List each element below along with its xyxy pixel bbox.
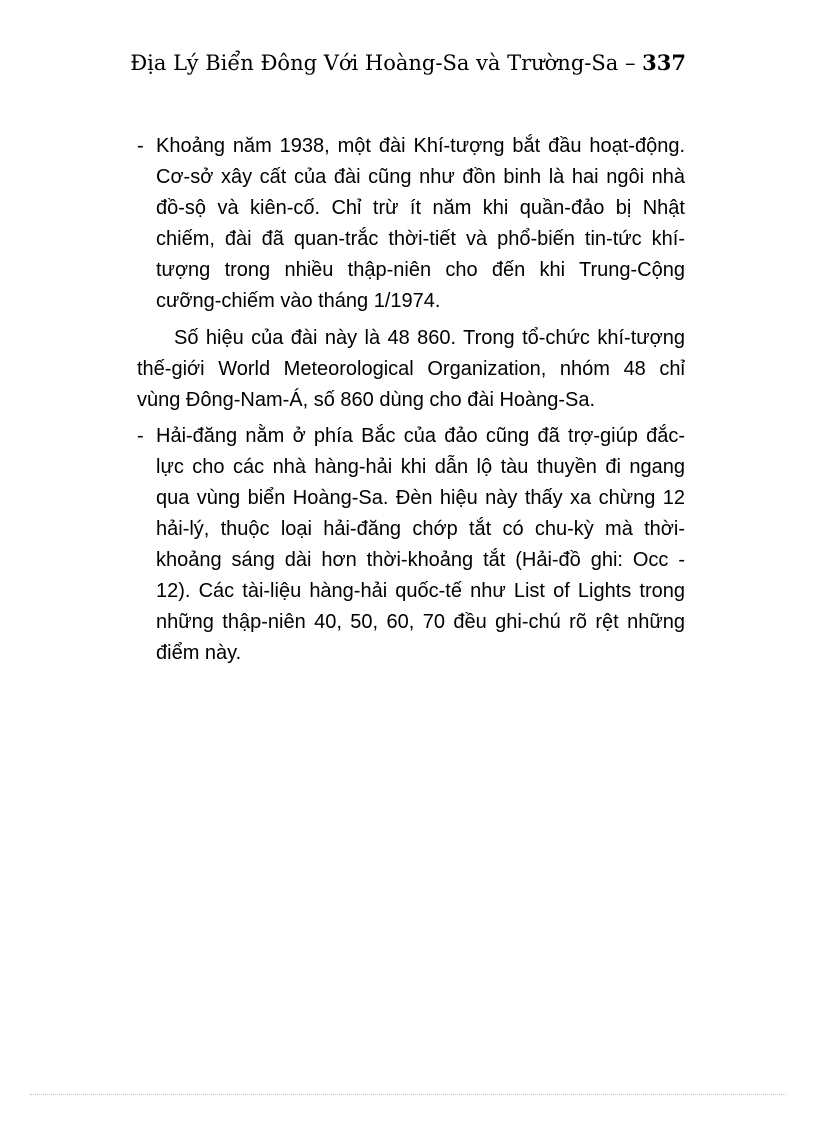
page-body [137, 131, 685, 669]
paragraph-station-number: Số hiệu của đài này là 48 860. Trong tổ-chức khí-tượng thế-giới World Meteorological Organization, nhóm 48 chỉ vùng Đông-Nam-Á, số 860 dùng cho đài Hoàng-Sa. [137, 327, 685, 411]
header-title: Địa Lý Biển Đông Với Hoàng-Sa và Trường-Sa – [130, 51, 636, 75]
bullet-text: Hải-đăng nằm ở phía Bắc của đảo cũng đã trợ-giúp đắc-lực cho các nhà hàng-hải khi dẫn lộ tàu thuyền đi ngang qua vùng biển Hoàng-Sa. Đèn hiệu này thấy xa chừng 12 hải-lý, thuộc loại hải-đăng chớp tắt có chu-kỳ mà thời-khoảng sáng dài hơn thời-khoảng tắt (Hải-đồ ghi: Occ - 12). Các tài-liệu hàng-hải quốc-tế như List of Lights trong những thập-niên 40, 50, 60, 70 đều ghi-chú rõ rệt những điểm này. [156, 425, 685, 664]
running-header [130, 50, 686, 75]
bullet-item-weather-station [137, 131, 685, 317]
bullet-dash: - [137, 135, 144, 157]
page-number: 337 [642, 50, 686, 75]
bullet-dash: - [137, 425, 144, 447]
bullet-item-lighthouse [137, 421, 685, 669]
footer-divider [30, 1094, 786, 1095]
bullet-text: Khoảng năm 1938, một đài Khí-tượng bắt đầu hoạt-động. Cơ-sở xây cất của đài cũng như đồn binh là hai ngôi nhà đồ-sộ và kiên-cố. Chỉ trừ ít năm khi quần-đảo bị Nhật chiếm, đài đã quan-trắc thời-tiết và phổ-biến tin-tức khí-tượng trong nhiều thập-niên cho đến khi Trung-Cộng cưỡng-chiếm vào tháng 1/1974. [156, 135, 685, 312]
